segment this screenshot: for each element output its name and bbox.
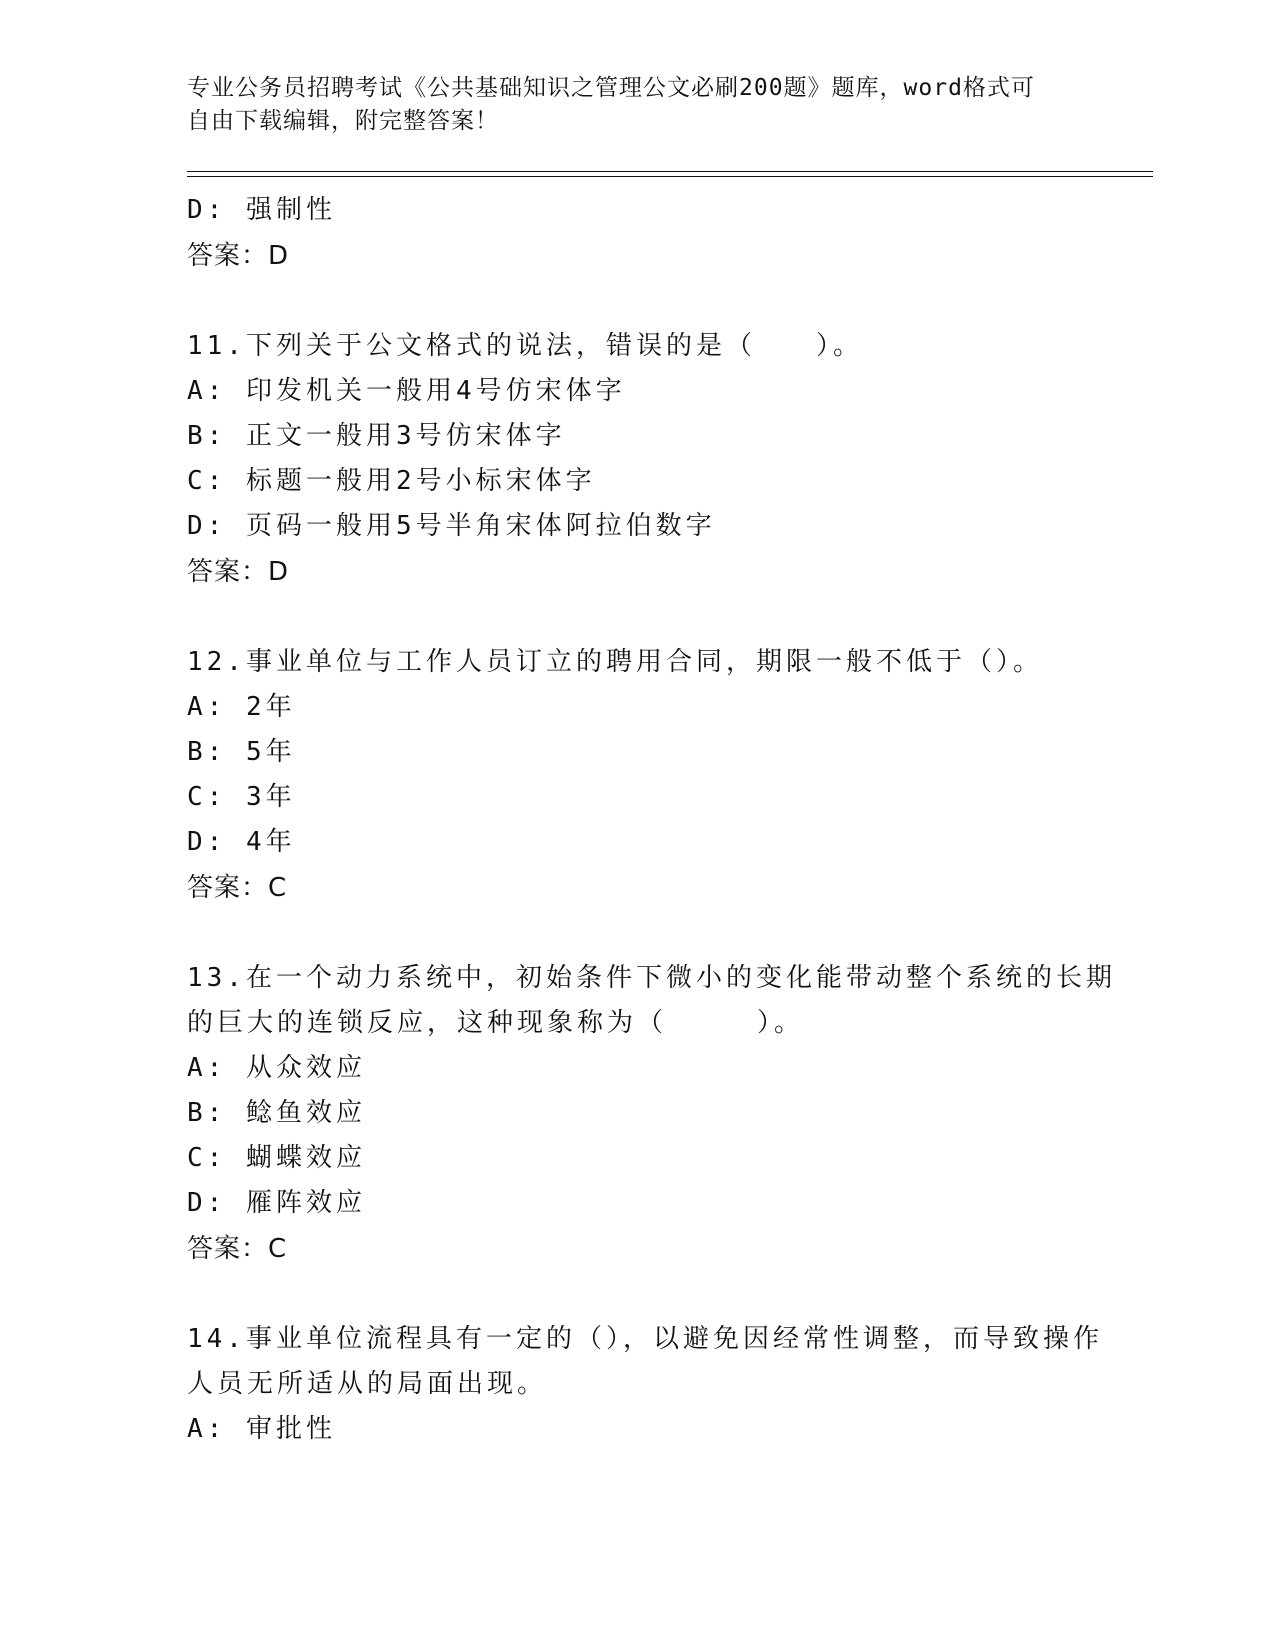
option-a: A: 印发机关一般用4号仿宋体字 bbox=[187, 376, 626, 406]
header-rule-top bbox=[187, 171, 1153, 172]
question-14 bbox=[187, 1317, 1103, 1452]
spacer bbox=[187, 279, 1087, 324]
question-stem: 12.事业单位与工作人员订立的聘用合同，期限一般不低于（）。 bbox=[187, 647, 1043, 677]
spacer bbox=[187, 911, 1087, 956]
question-12 bbox=[187, 640, 1087, 911]
prev-answer: 答案：D bbox=[187, 241, 290, 271]
prev-option-d: D: 强制性 bbox=[187, 195, 336, 225]
header-line-2: 自由下载编辑，附完整答案！ bbox=[187, 108, 499, 134]
option-a: A: 2年 bbox=[187, 692, 296, 722]
question-stem-line-2: 的巨大的连锁反应，这种现象称为（ ）。 bbox=[187, 1008, 805, 1038]
question-stem-line-1: 14.事业单位流程具有一定的（），以避免因经常性调整，而导致操作 bbox=[187, 1324, 1103, 1354]
question-13 bbox=[187, 956, 1116, 1272]
answer: 答案：C bbox=[187, 873, 288, 903]
option-a: A: 审批性 bbox=[187, 1414, 336, 1444]
option-a: A: 从众效应 bbox=[187, 1053, 366, 1083]
option-b: B: 5年 bbox=[187, 737, 296, 767]
spacer bbox=[187, 1272, 1087, 1317]
answer: 答案：D bbox=[187, 557, 290, 587]
question-list bbox=[187, 188, 1116, 1452]
question-stem-line-1: 13.在一个动力系统中，初始条件下微小的变化能带动整个系统的长期 bbox=[187, 963, 1116, 993]
header-rule-bottom bbox=[187, 176, 1153, 177]
option-b: B: 正文一般用3号仿宋体字 bbox=[187, 421, 566, 451]
header-line-1: 专业公务员招聘考试《公共基础知识之管理公文必刷200题》题库，word格式可 bbox=[187, 75, 1035, 101]
option-c: C: 标题一般用2号小标宋体字 bbox=[187, 466, 596, 496]
option-b: B: 鲶鱼效应 bbox=[187, 1098, 366, 1128]
answer: 答案：C bbox=[187, 1234, 288, 1264]
question-stem-line-2: 人员无所适从的局面出现。 bbox=[187, 1369, 548, 1399]
question-11 bbox=[187, 324, 1087, 595]
option-d: D: 4年 bbox=[187, 827, 296, 857]
option-c: C: 3年 bbox=[187, 782, 296, 812]
option-d: D: 雁阵效应 bbox=[187, 1188, 366, 1218]
option-c: C: 蝴蝶效应 bbox=[187, 1143, 366, 1173]
document-header bbox=[187, 72, 1067, 138]
spacer bbox=[187, 595, 1087, 640]
option-d: D: 页码一般用5号半角宋体阿拉伯数字 bbox=[187, 511, 716, 541]
question-stem: 11.下列关于公文格式的说法，错误的是（ ）。 bbox=[187, 331, 863, 361]
